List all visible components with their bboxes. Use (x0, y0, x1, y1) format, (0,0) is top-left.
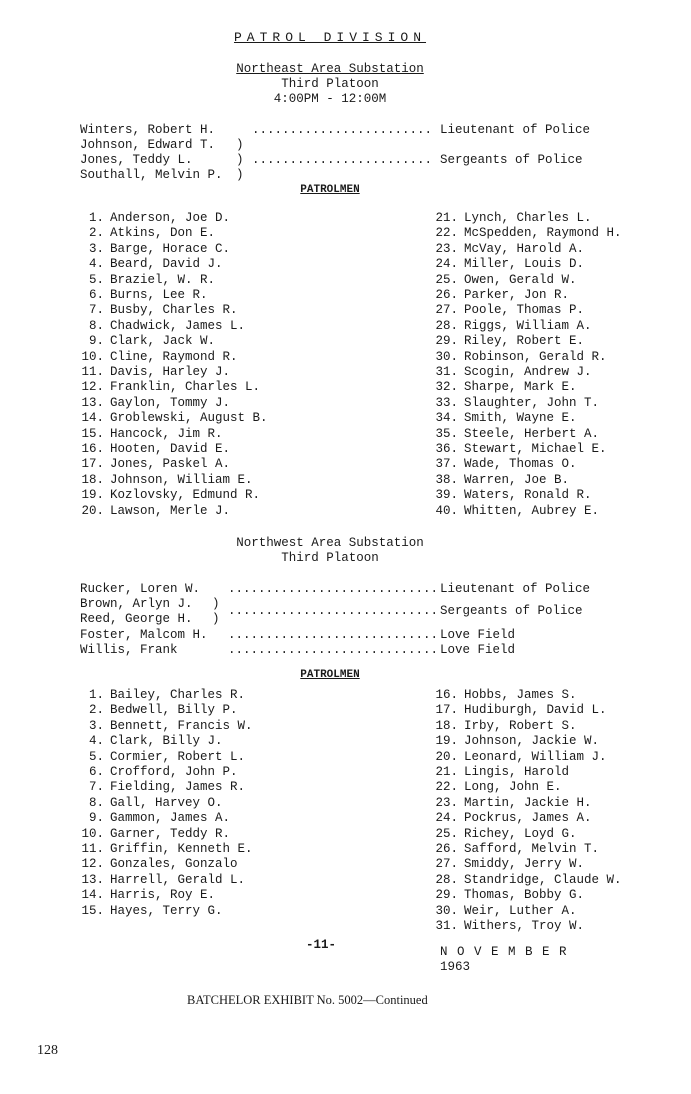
list-item (432, 688, 577, 703)
item-number: 16. (81, 442, 104, 456)
list-item (432, 780, 562, 795)
item-name: Bailey, Charles R. (110, 688, 246, 702)
item-number: 28. (435, 318, 458, 333)
officer-name: Willis, Frank (80, 643, 178, 657)
item-number: 20. (435, 749, 458, 764)
item-name: Richey, Loyd G. (464, 826, 577, 841)
item-name: Slaughter, John T. (464, 395, 600, 410)
item-name: Hayes, Terry G. (110, 903, 223, 918)
item-name: Gaylon, Tommy J. (110, 395, 231, 410)
list-item (432, 734, 599, 749)
list-item (78, 442, 230, 457)
list-item (78, 857, 238, 872)
item-name: Kozlovsky, Edmund R. (110, 488, 261, 503)
item-number: 38. (435, 472, 458, 487)
item-name: Miller, Louis D. (464, 257, 585, 272)
list-item (78, 380, 260, 395)
item-number: 32. (435, 380, 458, 395)
item-name: Atkins, Don E. (110, 226, 216, 241)
item-number: 11. (81, 842, 104, 856)
item-number: 10. (81, 826, 104, 841)
list-item (78, 888, 215, 903)
item-number: 3. (88, 718, 104, 733)
item-name: Hancock, Jim R. (110, 426, 223, 441)
northeast-platoon: Third Platoon (281, 77, 379, 91)
item-name: Beard, David J. (110, 257, 223, 272)
northeast-hours: 4:00PM - 12:00M (273, 92, 387, 106)
list-item (78, 719, 253, 734)
list-item (432, 273, 577, 288)
item-name: Withers, Troy W. (464, 919, 585, 933)
officer-name: Winters, Robert H. (80, 123, 216, 137)
item-number: 15. (81, 426, 104, 441)
list-item (78, 226, 215, 241)
list-item (78, 411, 268, 426)
list-item (432, 504, 599, 519)
item-name: Cormier, Robert L. (110, 749, 246, 764)
item-number: 33. (435, 395, 458, 410)
item-name: Irby, Robert S. (464, 718, 577, 733)
item-name: Thomas, Bobby G. (464, 888, 585, 903)
item-name: Busby, Charles R. (110, 303, 238, 318)
northwest-heading: Northwest Area Substation (236, 536, 424, 550)
item-number: 16. (435, 688, 458, 702)
item-number: 30. (435, 349, 458, 364)
item-number: 36. (435, 442, 458, 456)
leader-dots: ............................ (228, 604, 439, 618)
item-number: 23. (435, 795, 458, 810)
item-name: Hudiburgh, David L. (464, 703, 607, 718)
list-item (432, 827, 577, 842)
brace: ) (236, 168, 244, 182)
item-name: Gonzales, Gonzalo (110, 857, 238, 872)
division-title: PATROL DIVISION (233, 30, 427, 45)
item-number: 21. (435, 211, 458, 225)
list-item (432, 334, 584, 349)
list-item (432, 411, 577, 426)
item-name: Hobbs, James S. (464, 688, 577, 702)
list-item (78, 242, 230, 257)
list-item (78, 750, 245, 765)
item-number: 1. (88, 211, 104, 225)
item-name: Griffin, Kenneth E. (110, 842, 253, 856)
officer-name: Rucker, Loren W. (80, 582, 201, 596)
officer-name: Foster, Malcom H. (80, 628, 208, 642)
list-item (432, 319, 592, 334)
list-item (78, 211, 230, 226)
officer-name: Reed, George H. (80, 612, 193, 626)
list-item (432, 888, 584, 903)
item-name: Leonard, William J. (464, 749, 607, 764)
item-name: Braziel, W. R. (110, 272, 216, 287)
item-name: Lynch, Charles L. (464, 211, 592, 225)
item-number: 24. (435, 811, 458, 826)
item-name: Hooten, David E. (110, 442, 231, 456)
list-item (432, 211, 592, 226)
item-name: Gammon, James A. (110, 811, 231, 826)
item-name: Wade, Thomas O. (464, 457, 577, 472)
item-name: Safford, Melvin T. (464, 842, 600, 856)
officer-rank: Sergeants of Police (440, 153, 583, 167)
list-item (432, 427, 599, 442)
list-item (78, 288, 208, 303)
item-name: McSpedden, Raymond H. (464, 226, 622, 241)
item-name: Bennett, Francis W. (110, 718, 253, 733)
list-item (432, 242, 584, 257)
item-number: 24. (435, 257, 458, 272)
list-item (78, 811, 230, 826)
item-number: 17. (435, 703, 458, 718)
list-item (78, 873, 245, 888)
officer-rank: Love Field (440, 643, 516, 657)
list-item (432, 488, 592, 503)
list-item (78, 688, 245, 703)
list-item (78, 473, 253, 488)
item-name: Garner, Teddy R. (110, 826, 231, 841)
northwest-platoon: Third Platoon (281, 551, 379, 565)
officer-rank: Love Field (440, 628, 516, 642)
list-item (78, 780, 245, 795)
list-item (78, 257, 223, 272)
item-number: 7. (88, 780, 104, 795)
list-item (432, 473, 569, 488)
item-number: 13. (81, 395, 104, 410)
item-number: 27. (435, 857, 458, 872)
list-item (78, 396, 230, 411)
item-name: Franklin, Charles L. (110, 380, 261, 395)
page-number: 128 (37, 1043, 58, 1058)
item-name: Chadwick, James L. (110, 318, 246, 333)
item-number: 19. (81, 488, 104, 503)
list-item (78, 703, 238, 718)
item-name: Long, John E. (464, 780, 562, 795)
brace: ) (236, 138, 244, 152)
list-item (432, 857, 584, 872)
northeast-heading: Northeast Area Substation (236, 62, 424, 76)
brace: ) (212, 612, 220, 626)
list-item (432, 842, 599, 857)
leader-dots: ............................ (228, 582, 439, 596)
northeast-patrolmen-heading: PATROLMEN (300, 184, 360, 196)
list-item (432, 442, 607, 457)
item-number: 28. (435, 872, 458, 887)
item-name: Cline, Raymond R. (110, 349, 238, 364)
item-number: 8. (88, 318, 104, 333)
item-number: 14. (81, 888, 104, 903)
item-name: Whitten, Aubrey E. (464, 503, 600, 518)
item-number: 40. (435, 503, 458, 518)
item-number: 30. (435, 903, 458, 918)
item-name: Parker, Jon R. (464, 288, 570, 302)
item-number: 7. (88, 303, 104, 318)
list-item (432, 703, 607, 718)
item-name: Sharpe, Mark E. (464, 380, 577, 395)
item-name: Clark, Billy J. (110, 734, 223, 749)
item-name: Scogin, Andrew J. (464, 365, 592, 379)
item-number: 2. (88, 226, 104, 241)
item-number: 26. (435, 842, 458, 856)
item-name: Owen, Gerald W. (464, 272, 577, 287)
item-number: 26. (435, 288, 458, 302)
list-item (432, 303, 584, 318)
item-number: 25. (435, 826, 458, 841)
list-item (432, 350, 607, 365)
item-name: Smith, Wayne E. (464, 411, 577, 426)
item-number: 17. (81, 457, 104, 472)
list-item (432, 396, 599, 411)
item-number: 9. (88, 334, 104, 349)
item-number: 12. (81, 380, 104, 395)
date-month: N O V E M B E R (440, 945, 568, 959)
item-number: 14. (81, 411, 104, 426)
officer-name: Jones, Teddy L. (80, 153, 193, 167)
item-name: Bedwell, Billy P. (110, 703, 238, 718)
list-item (78, 765, 238, 780)
list-item (432, 226, 622, 241)
officer-name: Brown, Arlyn J. (80, 597, 193, 611)
item-number: 37. (435, 457, 458, 472)
item-name: Anderson, Joe D. (110, 211, 231, 225)
list-item (78, 504, 230, 519)
item-number: 25. (435, 272, 458, 287)
list-item (78, 842, 253, 857)
list-item (432, 919, 584, 934)
list-item (78, 796, 223, 811)
item-name: Groblewski, August B. (110, 411, 268, 426)
list-item (432, 750, 607, 765)
item-number: 5. (88, 749, 104, 764)
item-number: 11. (81, 365, 104, 379)
date-year: 1963 (440, 960, 471, 974)
item-number: 18. (435, 718, 458, 733)
item-number: 22. (435, 780, 458, 795)
list-item (78, 365, 230, 380)
item-number: 31. (435, 919, 458, 933)
brace: ) (212, 597, 220, 611)
item-name: Stewart, Michael E. (464, 442, 607, 456)
item-name: Gall, Harvey O. (110, 795, 223, 810)
item-number: 18. (81, 472, 104, 487)
list-item (432, 765, 569, 780)
officer-rank: Sergeants of Police (440, 604, 583, 618)
item-name: Standridge, Claude W. (464, 872, 622, 887)
item-number: 9. (88, 811, 104, 826)
list-item (432, 365, 592, 380)
item-name: Harris, Roy E. (110, 888, 216, 903)
item-number: 10. (81, 349, 104, 364)
list-item (78, 488, 260, 503)
brace: ) (236, 153, 244, 167)
item-number: 1. (88, 688, 104, 702)
list-item (78, 303, 238, 318)
officer-name: Johnson, Edward T. (80, 138, 216, 152)
item-number: 35. (435, 426, 458, 441)
item-name: Riggs, William A. (464, 318, 592, 333)
item-number: 4. (88, 257, 104, 272)
list-item (432, 796, 592, 811)
item-name: Barge, Horace C. (110, 241, 231, 256)
item-number: 15. (81, 903, 104, 918)
item-number: 22. (435, 226, 458, 241)
list-item (78, 827, 230, 842)
list-item (78, 273, 215, 288)
item-number: 8. (88, 795, 104, 810)
item-name: McVay, Harold A. (464, 241, 585, 256)
leader-dots: ............................ (228, 628, 439, 642)
item-name: Fielding, James R. (110, 780, 246, 795)
list-item (78, 427, 223, 442)
item-name: Crofford, John P. (110, 765, 238, 779)
page-marker: -11- (306, 938, 337, 952)
officer-rank: Lieutenant of Police (440, 123, 591, 137)
item-number: 12. (81, 857, 104, 872)
officer-name: Southall, Melvin P. (80, 168, 223, 182)
exhibit-caption: BATCHELOR EXHIBIT No. 5002—Continued (187, 993, 428, 1007)
item-number: 4. (88, 734, 104, 749)
item-name: Harrell, Gerald L. (110, 872, 246, 887)
item-number: 34. (435, 411, 458, 426)
item-name: Johnson, Jackie W. (464, 734, 600, 749)
list-item (432, 904, 577, 919)
item-number: 20. (81, 503, 104, 518)
list-item (432, 288, 569, 303)
item-name: Jones, Paskel A. (110, 457, 231, 472)
list-item (78, 734, 223, 749)
item-name: Waters, Ronald R. (464, 488, 592, 503)
item-name: Pockrus, James A. (464, 811, 592, 826)
item-name: Clark, Jack W. (110, 334, 216, 349)
item-number: 2. (88, 703, 104, 718)
list-item (78, 334, 215, 349)
item-number: 19. (435, 734, 458, 749)
item-name: Riley, Robert E. (464, 334, 585, 349)
list-item (432, 719, 577, 734)
list-item (432, 457, 577, 472)
item-number: 27. (435, 303, 458, 318)
item-number: 29. (435, 888, 458, 903)
item-name: Smiddy, Jerry W. (464, 857, 585, 872)
item-number: 39. (435, 488, 458, 503)
item-name: Johnson, William E. (110, 472, 253, 487)
item-name: Davis, Harley J. (110, 365, 231, 379)
item-name: Poole, Thomas P. (464, 303, 585, 318)
list-item (78, 904, 223, 919)
list-item (432, 257, 584, 272)
leader-dots: ............................ (228, 643, 439, 657)
item-name: Steele, Herbert A. (464, 426, 600, 441)
item-number: 21. (435, 765, 458, 779)
list-item (78, 319, 245, 334)
item-number: 23. (435, 241, 458, 256)
item-name: Lingis, Harold (464, 765, 570, 779)
item-name: Robinson, Gerald R. (464, 349, 607, 364)
item-number: 3. (88, 241, 104, 256)
item-name: Martin, Jackie H. (464, 795, 592, 810)
item-number: 5. (88, 272, 104, 287)
item-name: Weir, Luther A. (464, 903, 577, 918)
item-number: 31. (435, 365, 458, 379)
list-item (78, 350, 238, 365)
item-number: 29. (435, 334, 458, 349)
list-item (432, 380, 577, 395)
item-number: 13. (81, 872, 104, 887)
leader-dots: ........................ (252, 153, 433, 167)
officer-rank: Lieutenant of Police (440, 582, 591, 596)
item-name: Lawson, Merle J. (110, 503, 231, 518)
item-name: Warren, Joe B. (464, 472, 570, 487)
item-name: Burns, Lee R. (110, 288, 208, 302)
item-number: 6. (88, 765, 104, 779)
list-item (78, 457, 230, 472)
northwest-patrolmen-heading: PATROLMEN (300, 669, 360, 681)
list-item (432, 811, 592, 826)
item-number: 6. (88, 288, 104, 302)
list-item (432, 873, 622, 888)
leader-dots: ........................ (252, 123, 433, 137)
